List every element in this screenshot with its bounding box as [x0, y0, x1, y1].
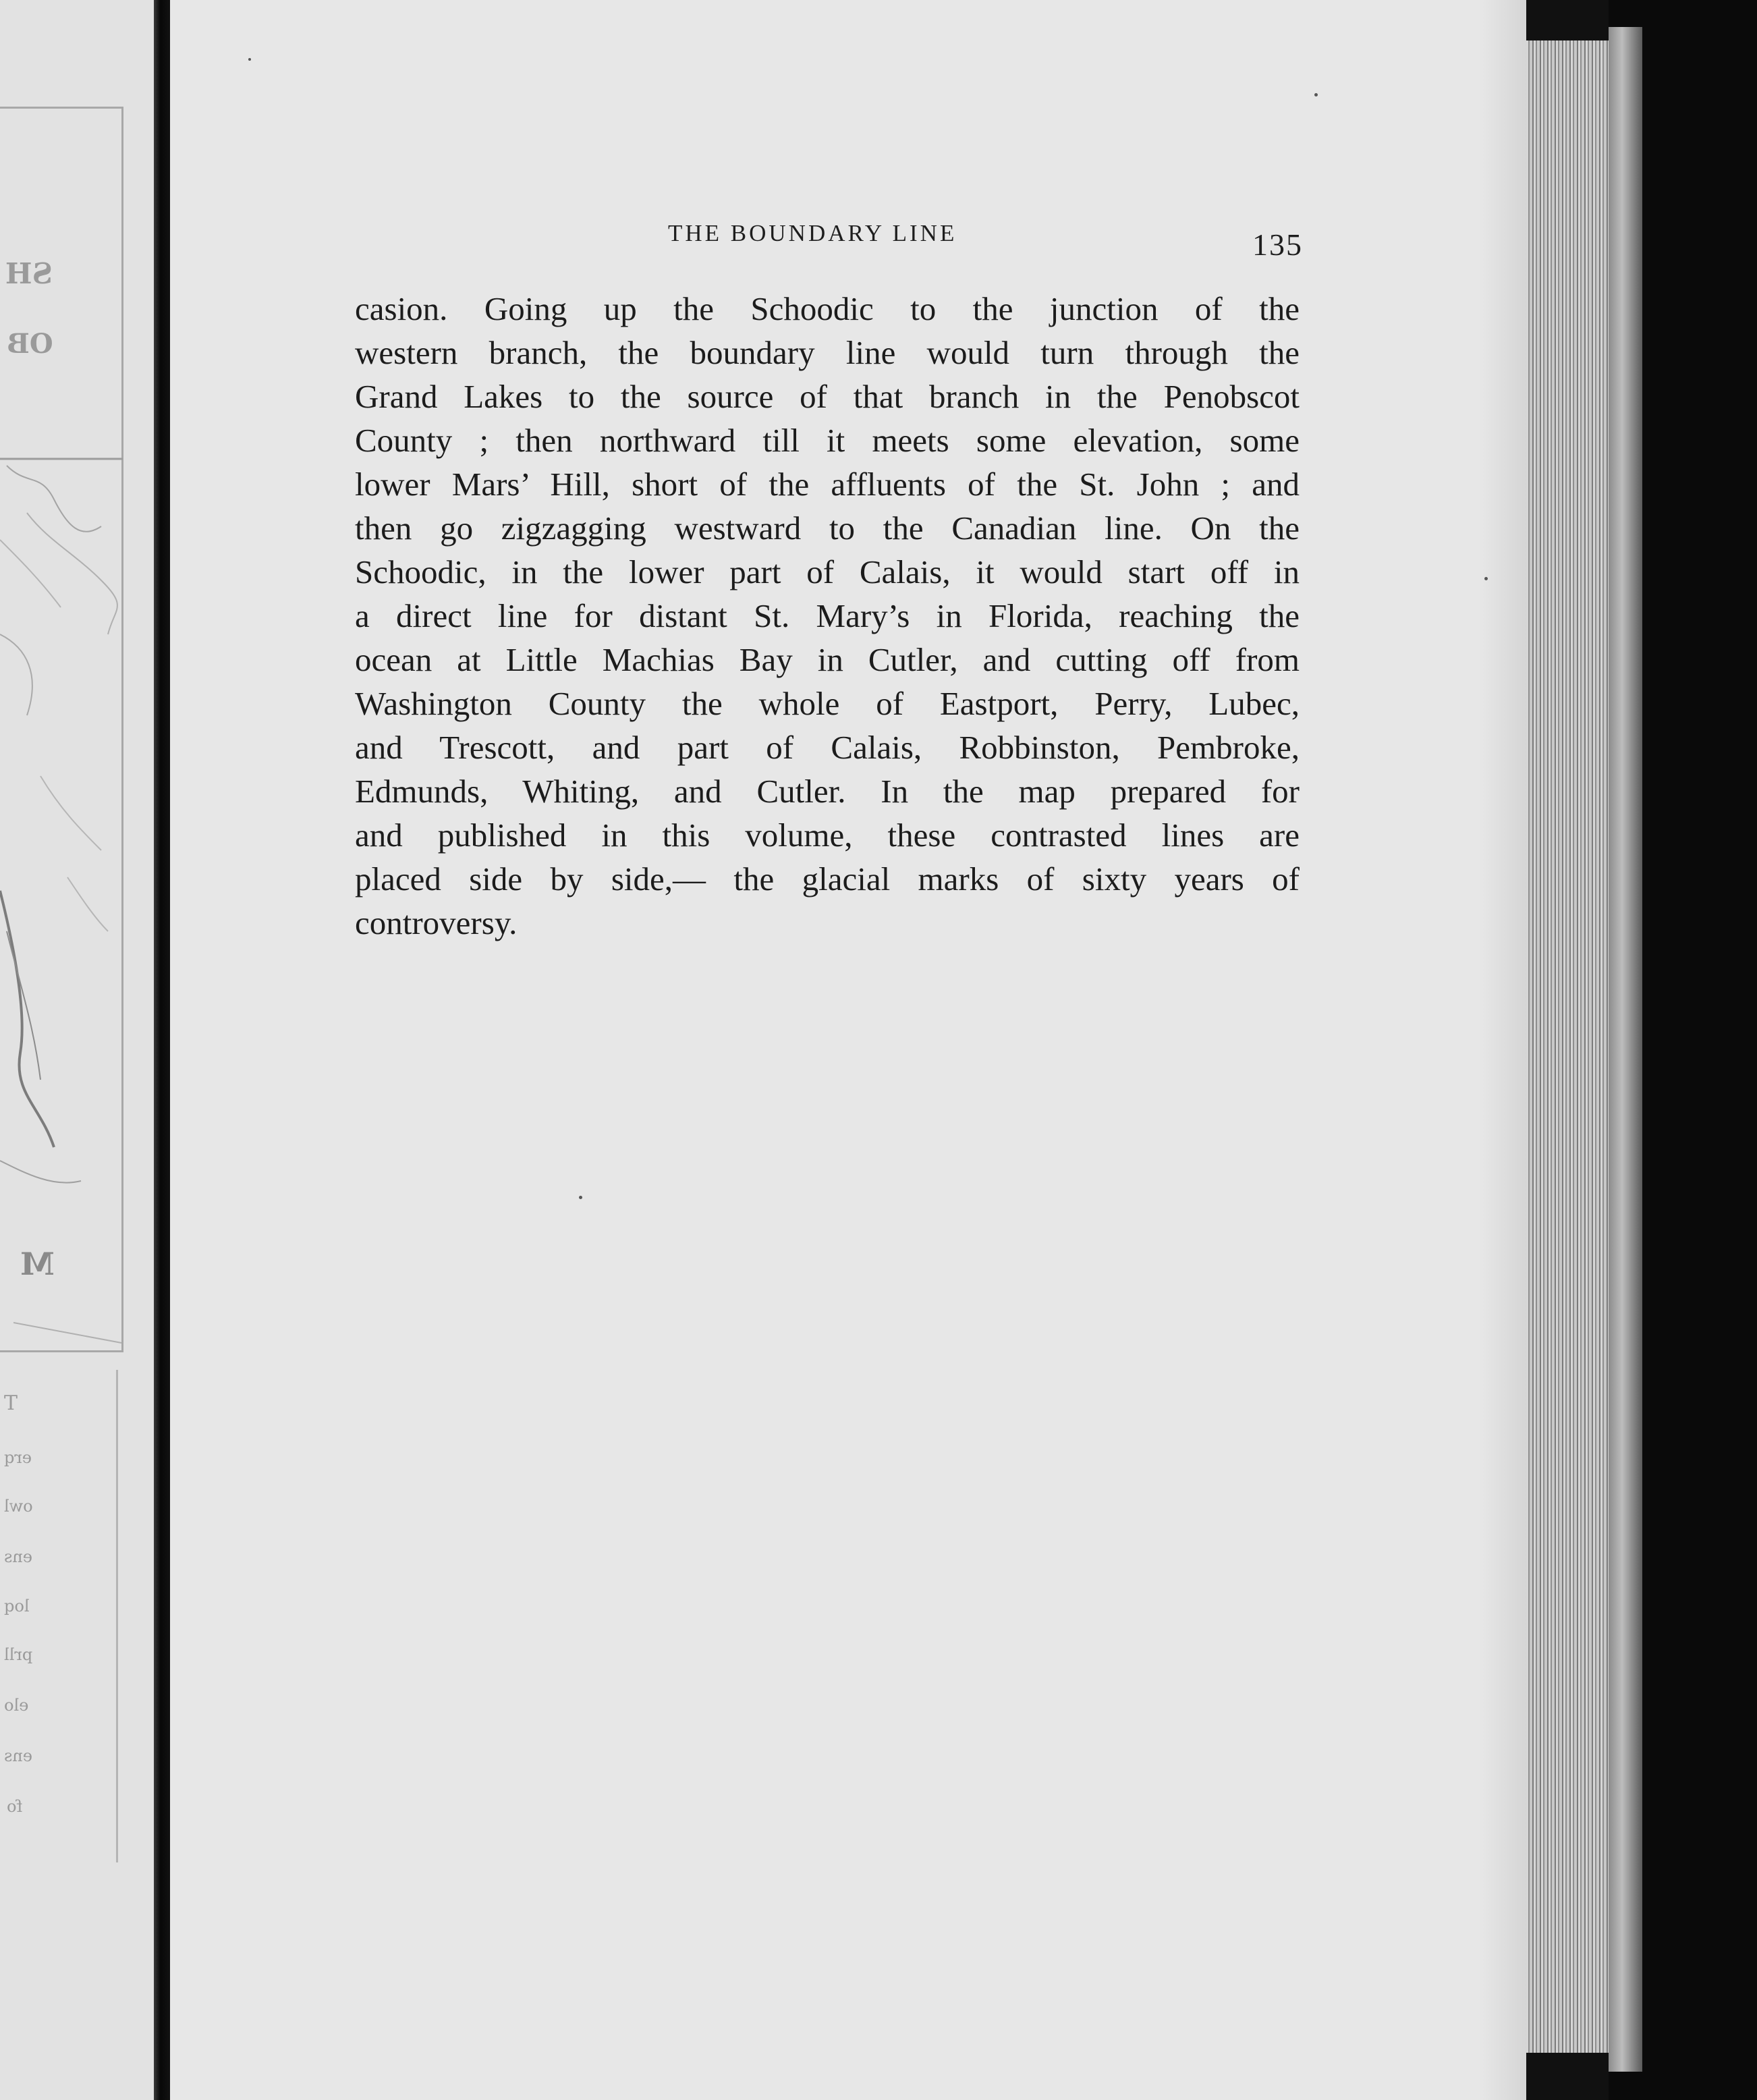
text-line: and published in this volume, these contrasted lines are	[355, 817, 1300, 854]
bleed-letters: owl	[4, 1497, 33, 1516]
cover-edge	[1609, 27, 1642, 2072]
bleed-letters: SH	[5, 257, 53, 290]
bleed-letters: T	[4, 1391, 18, 1415]
book-gutter	[154, 0, 170, 2100]
text-line: Edmunds, Whiting, and Cutler. In the map prepared for	[355, 773, 1300, 810]
map-bleed-through	[0, 0, 154, 2100]
text-line: Washington County the whole of Eastport, Perry, Lubec,	[355, 685, 1300, 722]
text-line: County ; then northward till it meets some elevation, some	[355, 422, 1300, 459]
bleed-letters: OB	[7, 328, 53, 360]
text-line: Schoodic, in the lower part of Calais, it would start off in	[355, 553, 1300, 590]
text-line: and Trescott, and part of Calais, Robbinston, Pembroke,	[355, 729, 1300, 766]
page-number: 135	[1252, 227, 1303, 262]
running-head: THE BOUNDARY LINE	[668, 220, 957, 246]
text-line: then go zigzagging westward to the Canadian line. On the	[355, 509, 1300, 547]
bleed-letters: loq	[4, 1597, 30, 1615]
bleed-letters: prll	[4, 1645, 33, 1664]
bleed-letters: ens	[4, 1547, 32, 1566]
facing-page	[0, 0, 154, 2100]
bleed-letters: fo	[7, 1797, 23, 1816]
page-edges	[1526, 0, 1609, 2100]
text-line: Grand Lakes to the source of that branch in the Penobscot	[355, 378, 1300, 415]
bleed-letters: ens	[4, 1746, 32, 1765]
text-line: western branch, the boundary line would turn through the	[355, 334, 1300, 371]
text-line: ocean at Little Machias Bay in Cutler, and cutting off from	[355, 641, 1300, 678]
text-line: a direct line for distant St. Mary’s in Florida, reaching the	[355, 597, 1300, 634]
text-line: controversy.	[355, 904, 518, 941]
bleed-letters: M	[20, 1246, 55, 1282]
body-paragraph	[355, 287, 1300, 945]
text-line: placed side by side,— the glacial marks of sixty years of	[355, 860, 1300, 897]
text-line: casion. Going up the Schoodic to the junction of the	[355, 290, 1300, 327]
bleed-letters: elo	[4, 1696, 29, 1715]
bleed-letters: erq	[4, 1448, 32, 1467]
text-line: lower Mars’ Hill, short of the affluents of the St. John ; and	[355, 466, 1300, 503]
